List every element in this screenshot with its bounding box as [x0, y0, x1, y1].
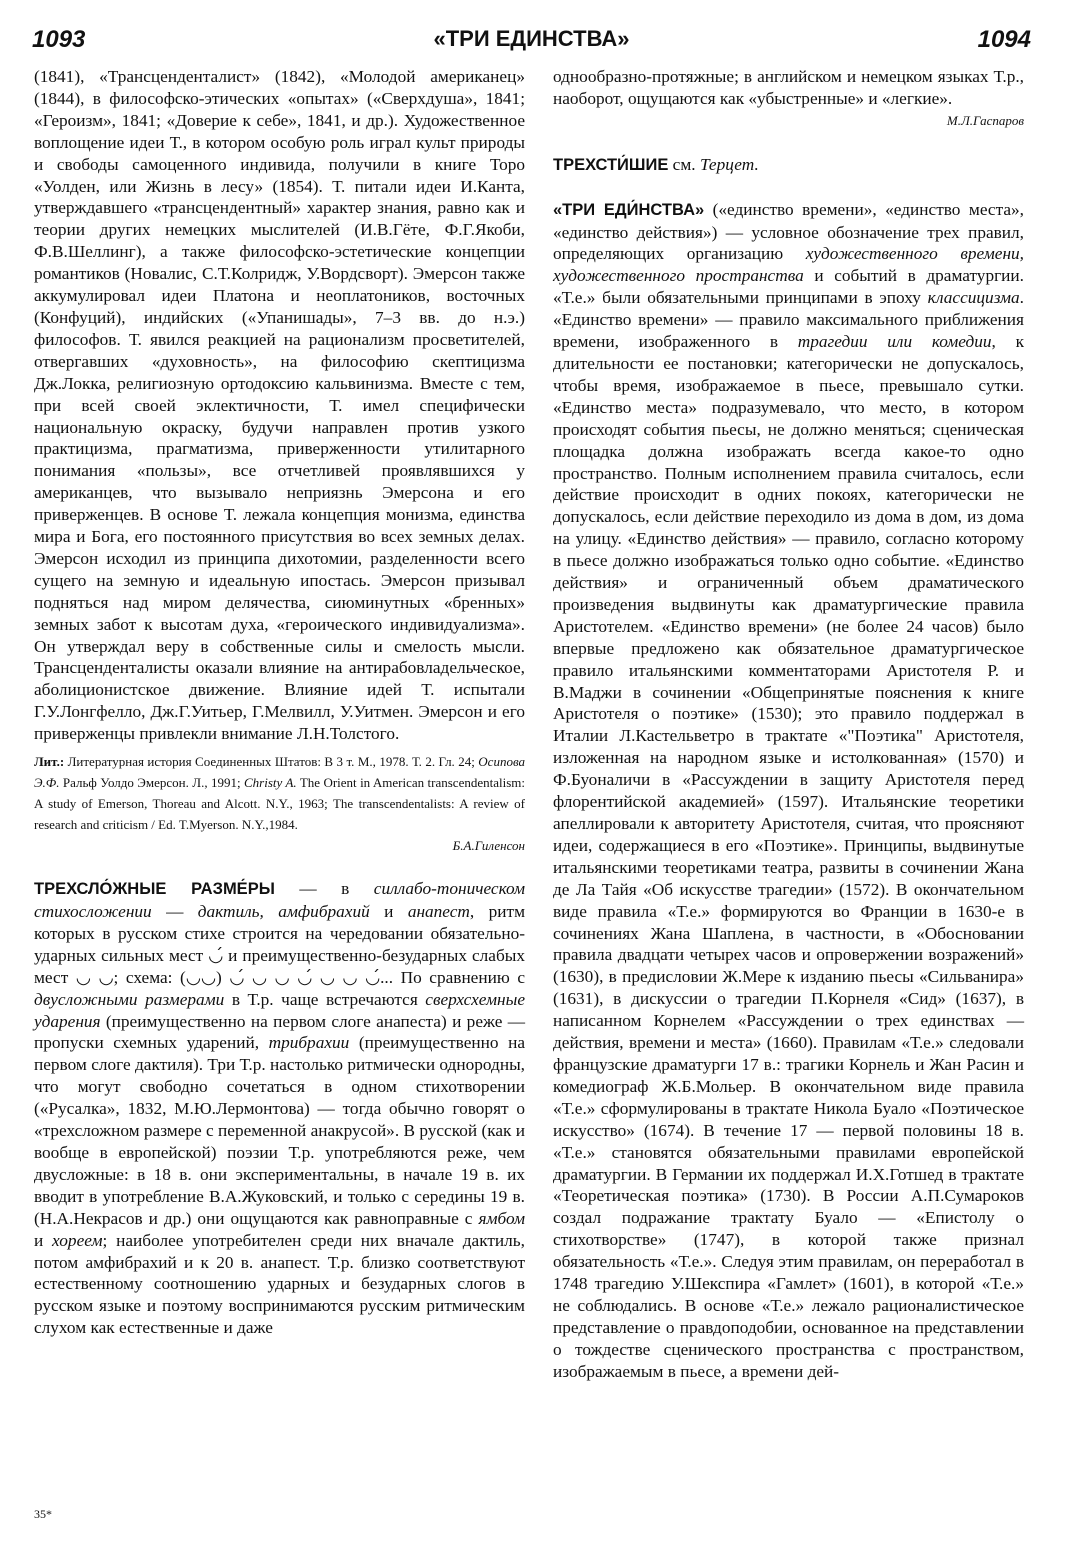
cross-reference: силлабо-тоническом стихосложении: [34, 879, 526, 921]
cross-reference: трагедии или комедии: [797, 332, 992, 352]
cross-reference: ямбом: [478, 1208, 525, 1228]
signature-mark: 35*: [34, 1507, 52, 1521]
literature-list: [34, 751, 525, 856]
literature-item: The Orient in American transcendentalism: A study of Emerson, Thoreau and Alcott. N.Y., 1963; The transcendentalists: A review of research and criticism / Ed. T.Myerson. N.Y.,1984.: [34, 775, 525, 833]
right-column: [553, 66, 1024, 1383]
entry-heading: «ТРИ ЕДИ́НСТВА»: [553, 200, 705, 219]
left-column: [34, 66, 525, 1339]
cross-reference: Терцет.: [699, 154, 759, 174]
entry-heading: ТРЕХСЛО́ЖНЫЕ РАЗМЕ́РЫ: [34, 880, 275, 899]
cross-reference: двусложными размерами: [34, 989, 225, 1009]
cross-reference: художественного времени, художественного пространства: [553, 244, 1024, 286]
literature-item: Литературная история Соединенных Штатов: В 3 т. М., 1978. Т. 2. Гл. 24;: [64, 754, 479, 770]
entry-heading: ТРЕХСТИ́ШИЕ: [553, 155, 669, 174]
literature-author: Christy A.: [244, 775, 297, 791]
literature-label: Лит.:: [34, 754, 65, 770]
cross-reference: трибрахии: [268, 1033, 350, 1053]
author-signature: М.Л.Гаспаров: [946, 112, 1024, 128]
running-header: [32, 26, 1031, 60]
transcendentalism-continuation: (1841), «Трансценденталист» (1842), «Молодой американец» (1844), в философско-этических «опытах» («Сверхдуша», 1841; «Героизм», 1841; «Доверие к себе», 1841, и др.). Художественное воплощение идеи Т., в котором особую роль играл культ природы и свободы самоценного индивида, получили в книге Торо «Уолден, или Жизнь в лесу» (1854). Т. питали идеи И.Канта, утверждавшего «трансцендентный» характер знания, равно как и теории других немецких мыслителей (И.В.Гёте, Ф.Г.Якоби, Ф.В.Шеллинг), а также философско-эстетические концепции романтиков (Новалис, С.Т.Колридж, У.Вордсворт). Эмерсон также аккумулировал идеи Платона и неоплатоников, восточных (Конфуций), индийских («Упанишады», 7–3 вв. до н.э.) философов. Т. явился реакцией на рационализм просветителей, отвергавших «духовность», на философию скептицизма Дж.Локка, религиозную ортодоксию кальвинизма. Вместе с тем, при всей своей эклектичности, Т. имел специфически национальную окраску, будучи направлен против узкого практицизма, прагматизма, приверженности утилитарного понимания «пользы», все отчетливей проявлявшихся у американцев, что вызывало неприязнь Эмерсона и его приверженцев. В основе Т. лежала концепция монизма, единства мира и Бога, его постоянного присутствия во всех земных делах. Эмерсон исходил из принципа дихотомии, разделенности всего сущего на земную и идеальную ипостась. Эмерсон призывал подняться над миром делячества, сиюминутных «бренных» земных забот к высотам духа, «героического индивидуализма». Он утверждал веру в собственные силы и смелость мысли. Трансценденталисты оказали влияние на антирабовладельческое, аболиционистское движение. Влияние идей Т. испытали Г.У.Лонгфелло, Дж.Г.Уитьер, Г.Мелвилл, У.Уитмен. Эмерсон и его приверженцы привлекли внимание Л.Н.Толстого.: [34, 67, 525, 744]
entry-three-unities: «ТРИ ЕДИ́НСТВА» («единство времени», «единство места», «единство действия») — условное обозначение трех правил, определяющих организацию художественного времени, художественного пространства и событий в драматургии. «Т.е.» были обязательными принципами в эпоху классицизма. «Единство времени» — правило максимального приближения времени, изображенного в трагедии или комедии, к длительности ее постановки; категорически не допускалось, чтобы время, изображаемое в пьесе, превышало сутки. «Единство места» подразумевало, что место, в котором происходят события пьесы, не должно меняться; сценическая площадка должна изображать всегда какое-то одно пространство. Полным исполнением правила считалось, если действие происходит в одних покоях, категорически не допускалось, если действие переходило из дома в дом, из дома на улицу. «Единство действия» — правило, согласно которому в пьесе должно изображаться только одно событие. «Единство действия» и ограниченный объем драматического произведения выдвинуты как драматургические правила Аристотелем. «Единство времени» (не более 24 часов) было впервые предложено как обязательное драматургическое правило итальянскими комментаторами Аристотеля Р. и В.Маджи в сочинении «Общепринятые пояснения к книге Аристотеля о поэтике» (1530); это правило поддержал в Италии Л.Кастельветро в трактате «"Поэтика" Аристотеля, изложенная на народном языке и истолкованная» (1570) и Ф.Буоналичи в «Рассуждении в защиту Аристотеля перед флорентийской академией» (1597). Итальянские теоретики апеллировали к авторитету Аристотеля, считая, что проясняют идеи, содержащиеся в его «Поэтике». Принципы, выдвинутые итальянскими теоретиками театра, развиты в сочинении Жана де Ла Тайя «Об искусстве трагедии» (1572). В окончательном виде правила «Т.е.» формируются во Франции в 1630-е в сочинениях Жана Шаплена, в частности, в «Обосновании правила двадцати четырех часов и опровержении возражений» (1630), в предисловии Ж.Мере к изданию пьесы «Сильванира» (1631), в дискуссии о трагедии П.Корнеля «Сид» (1637), в написанном Корнелем «Рассуждении о трех единствах — действия, времени и места» (1660). Правилам «Т.е.» следовали французские драматурги 17 в.: трагики Корнель и Жан Расин и комедиограф Ж.Б.Мольер. В окончательном виде правила «Т.е.» сформулированы в трактате Никола Буало «Поэтическое искусство» (1674). В течение 17 — первой половины 18 в. «Т.е.» становятся обязательными правилами европейской драматургии. В Германии их поддержал И.Х.Готшед в трактате «Теоретическая поэтика» (1730). В России А.П.Сумароков создал подражание трактату Буало — «Епистолу о стихотворстве» (1747), в которой также признал обязательность «Т.е.». Следуя этим правилам, он переработал в 1748 трагедию У.Шекспира «Гамлет» (1601), в которой «Т.е.» не соблюдались. В основе «Т.е.» лежало рационалистическое представление о правдоподобии, основанное на представлении о тождестве сценического пространства с пространством, изображаемым в пьесе, а времени дей-: [553, 199, 1024, 1381]
literature-author: Осипова Э.Ф.: [34, 754, 525, 791]
page-number-left: 1093: [32, 26, 86, 53]
trisyllabic-continuation: однообразно-протяжные; в английском и немецком языках Т.р., наоборот, ощущаются как «убыстренные» и «легкие». М.Л.Гаспаров: [553, 66, 1024, 132]
author-signature: Б.А.Гиленсон: [452, 838, 525, 854]
cross-reference: анапест: [407, 902, 470, 921]
running-title: «ТРИ ЕДИНСТВА»: [433, 26, 630, 51]
entry-tercet-reference: ТРЕХСТИ́ШИЕ см. Терцет.: [553, 154, 759, 174]
entry-trisyllabic-meters: ТРЕХСЛО́ЖНЫЕ РАЗМЕ́РЫ — в силлабо-тоническом стихосложении — дактиль, амфибрахий и анапест, ритм которых в русском стихе строится на чередовании обязательно-ударных сильных мест ◡́ и преимущественно-безударных слабых мест ◡ ◡; схема: (◡◡) ◡́ ◡ ◡ ◡́ ◡ ◡ ◡́... По сравнению с двусложными размерами в Т.р. чаще встречаются сверхсхемные ударения (преимущественно на первом слоге анапеста) и реже — пропуски схемных ударений, трибрахии (преимущественно на первом слоге дактиля). Три Т.р. настолько ритмически однородны, что могут свободно сочетаться в одном стихотворении («Русалка», 1832, М.Ю.Лермонтова) — тогда обычно говорят о «трехсложном размере с переменной анакрусой». В русской (как и вообще в европейской) поэзии Т.р. употребляются реже, чем двусложные: в 18 в. они экспериментальны, в начале 19 в. их вводит в употребление В.А.Жуковский, и только с середины 19 в. (Н.А.Некрасов и др.) они ощущаются как равноправные с ямбом и хореем; наиболее употребителен среди них вначале дактиль, потом амфибрахий и к 20 в. анапест. Т.р. близко соответствуют естественному соотношению ударных и безударных слогов в русском языке и поэтому воспринимаются русским ритмическим слухом как естественные и даже: [34, 879, 526, 1338]
cross-reference: хореем: [52, 1230, 103, 1250]
page-number-right: 1094: [977, 26, 1031, 53]
literature-item: Ральф Уолдо Эмерсон. Л., 1991;: [59, 775, 245, 791]
cross-reference: дактиль, амфибрахий: [197, 902, 370, 921]
cross-reference: сверхсхемные ударения: [34, 989, 526, 1031]
cross-reference: классицизма: [927, 288, 1020, 308]
